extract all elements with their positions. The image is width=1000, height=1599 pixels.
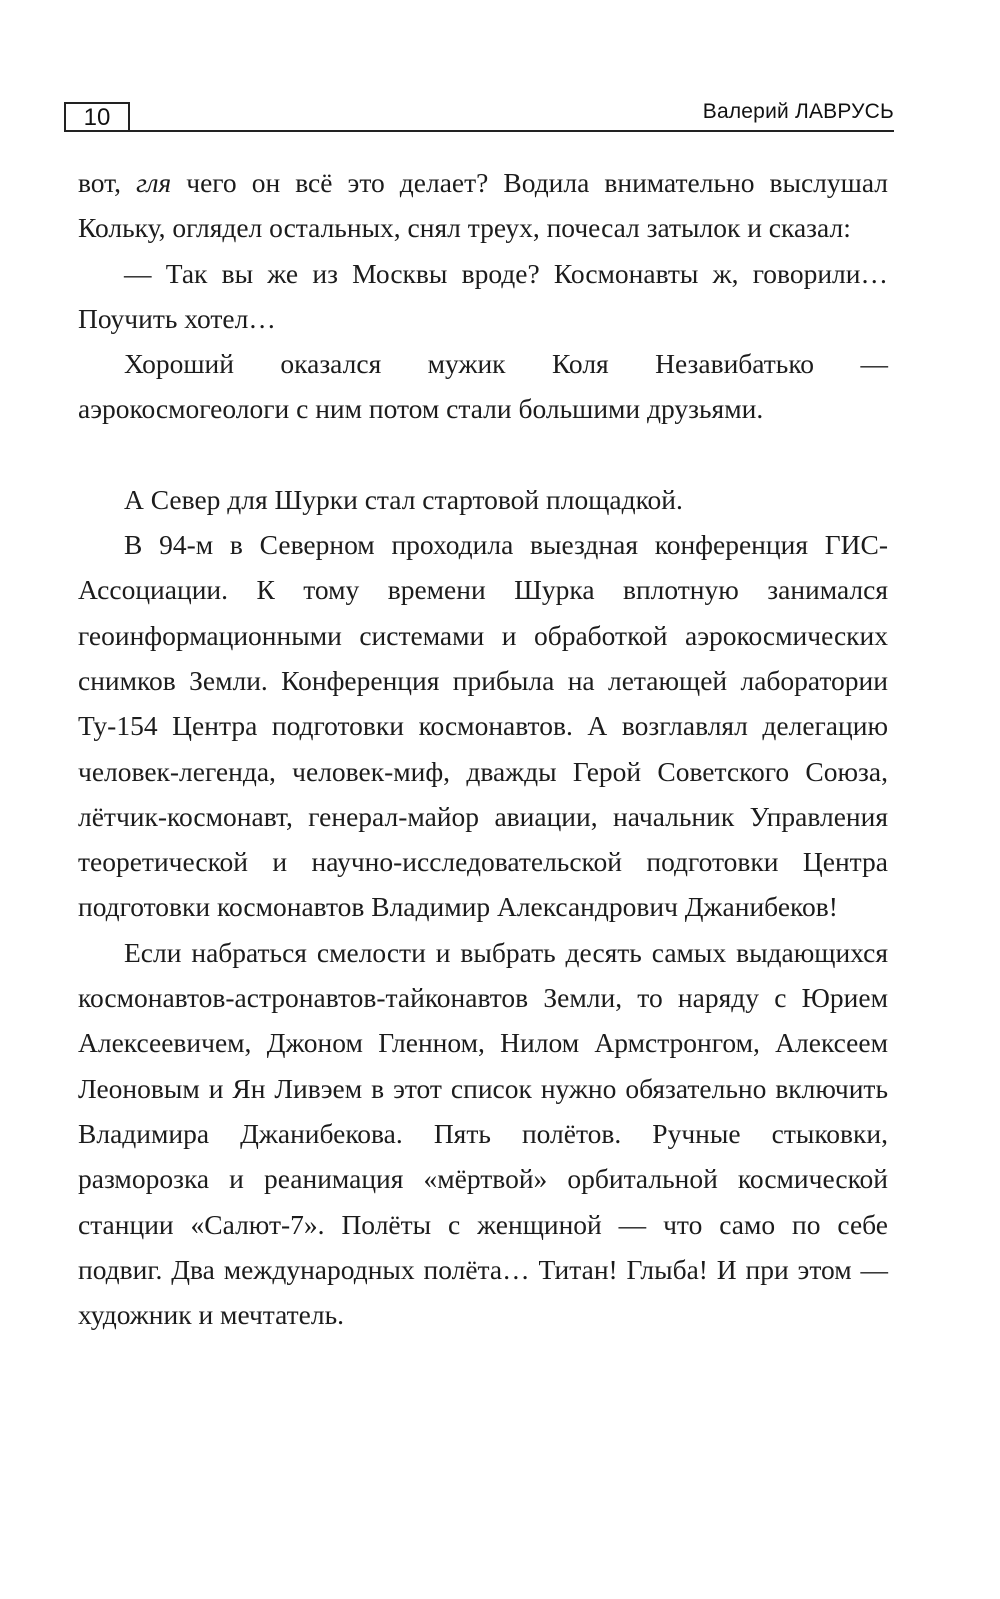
running-header <box>64 98 894 134</box>
body-text <box>78 160 888 1337</box>
paragraph-1-start: вот, <box>78 167 137 198</box>
running-title-author: Валерий ЛАВРУСЬ <box>702 100 894 123</box>
paragraph-5: В 94-м в Северном проходила выездная конференция ГИС-Ассоциации. К тому времени Шурка вплотную занимался геоинформационными системами и обработкой аэрокосмических снимков Земли. Конференция прибыла на летающей лаборатории Ту-154 Центра подготовки космонавтов. А возглавлял делегацию человек-легенда, человек-миф, дважды Герой Советского Союза, лётчик-космонавт, генерал-майор авиации, начальник Управления теоретической и научно-исследовательской подготовки Центра подготовки космонавтов Владимир Александрович Джанибеков! <box>78 529 888 923</box>
paragraph-1-rest: чего он всё это делает? Водила внимательно выслушал Кольку, оглядел остальных, снял треух, почесал затылок и сказал: <box>78 167 889 244</box>
paragraph-1-italic-word: гля <box>136 167 172 198</box>
section-break <box>78 432 888 477</box>
paragraph-4: А Север для Шурки стал стартовой площадкой. <box>124 483 683 515</box>
paragraph-3: Хороший оказался мужик Коля Незавибатько — аэрокосмогеологи с ним потом стали большими друзьями. <box>78 348 888 425</box>
paragraph-6: Если набраться смелости и выбрать десять самых выдающихся космонавтов-астронавтов-тайконавтов Земли, то наряду с Юрием Алексеевичем, Джоном Гленном, Нилом Армстронгом, Алексеем Леоновым и Ян Ливэем в этот список нужно обязательно включить Владимира Джанибекова. Пять полётов. Ручные стыковки, разморозка и реанимация «мёртвой» орбитальной космической станции «Салют-7». Полёты с женщиной — что само по себе подвиг. Два международных полёта… Титан! Глыба! И при этом — художник и мечтатель. <box>78 936 888 1331</box>
page-number: 10 <box>64 102 130 130</box>
paragraph-2: — Так вы же из Москвы вроде? Космонавты ж, говорили… Поучить хотел… <box>78 257 888 334</box>
paragraph-1 <box>78 160 888 251</box>
header-rule <box>64 130 894 132</box>
